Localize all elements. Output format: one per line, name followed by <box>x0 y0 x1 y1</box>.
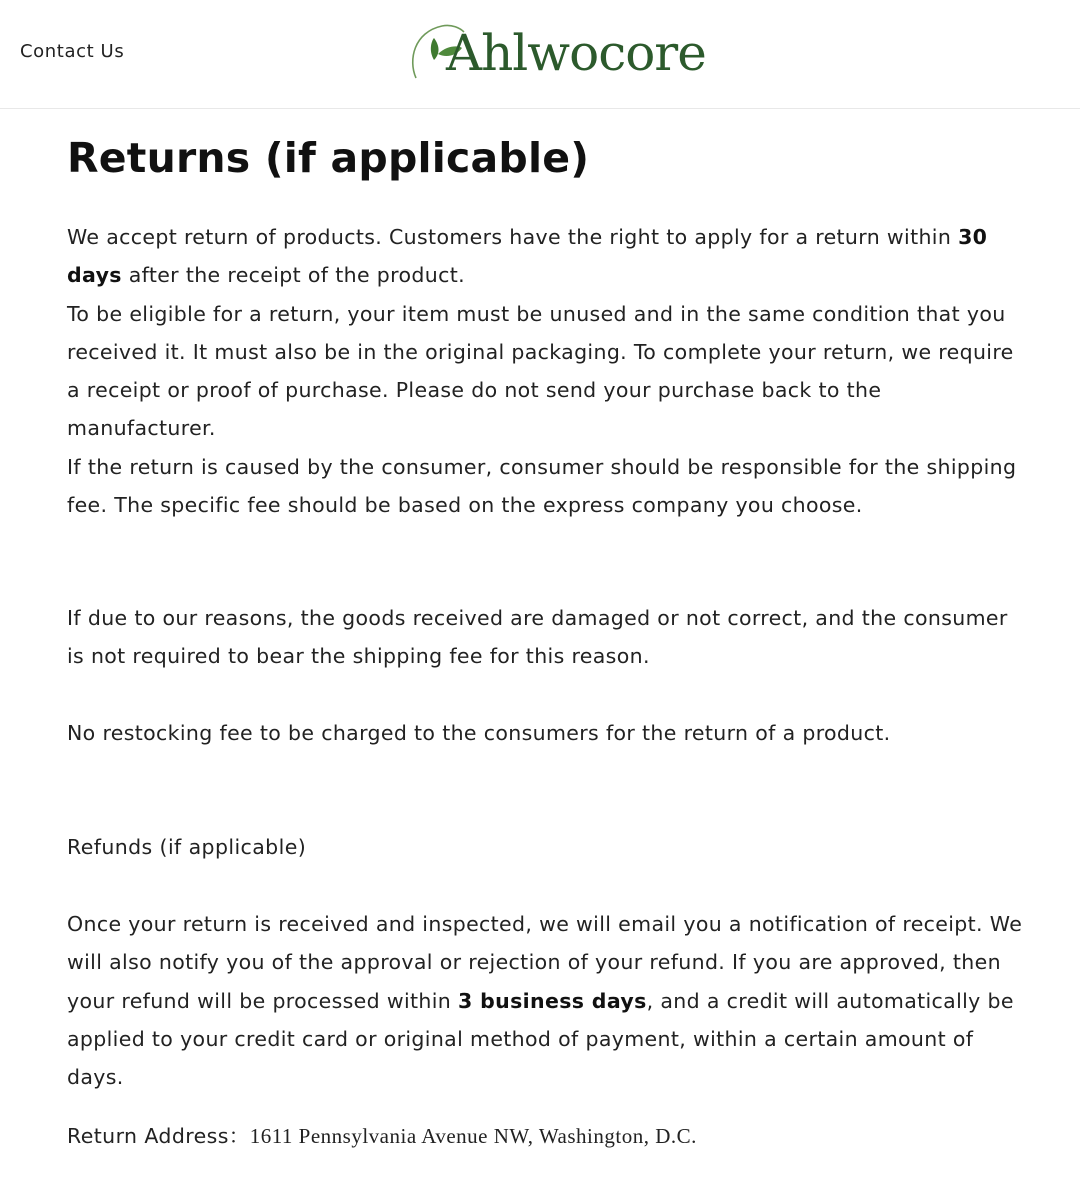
site-header <box>0 0 1080 109</box>
return-address-value: 1611 Pennsylvania Avenue NW, Washington, D.C. <box>249 1124 697 1148</box>
return-address-label: Return Address： <box>67 1124 250 1148</box>
return-address <box>67 1117 697 1157</box>
returns-shipping-text: If the return is caused by the consumer, consumer should be responsible for the shipping fee. The specific fee should be based on the express company you choose. <box>67 454 1017 518</box>
brand-logo[interactable] <box>408 20 706 90</box>
return-window-highlight: 30 days <box>67 225 988 288</box>
contact-us-link[interactable]: Contact Us <box>20 41 125 62</box>
refunds-paragraph <box>67 905 1027 1096</box>
returns-text-intro-end: after the receipt of the product. <box>121 263 465 288</box>
refunds-heading: Refunds (if applicable) <box>67 835 307 859</box>
returns-eligibility-text: To be eligible for a return, your item must be unused and in the same condition that you received it. It must also be in the original packaging. To complete your return, we require a receipt or proof of purchase. Please do not send your purchase back to the manufacturer. <box>67 301 1014 441</box>
brand-name: Ahlwocore <box>446 24 706 82</box>
refunds-text-start: Once your return is received and inspected, we will email you a notification of receipt. We will also notify you of the approval or rejection of your refund. If you are approved, then your refund will be processed within <box>67 912 1023 1013</box>
returns-paragraph <box>67 218 1027 524</box>
refund-time-highlight: 3 business days <box>458 988 647 1013</box>
damaged-goods-paragraph: If due to our reasons, the goods received are damaged or not correct, and the consumer is not required to bear the shipping fee for this reason. <box>67 606 1008 669</box>
restocking-fee-paragraph: No restocking fee to be charged to the consumers for the return of a product. <box>67 721 891 745</box>
returns-text-intro: We accept return of products. Customers have the right to apply for a return within <box>67 225 959 249</box>
refunds-text-end: , and a credit will automatically be applied to your credit card or original method of payment, within a certain amount of days. <box>67 988 1014 1090</box>
page-title: Returns (if applicable) <box>67 134 590 182</box>
